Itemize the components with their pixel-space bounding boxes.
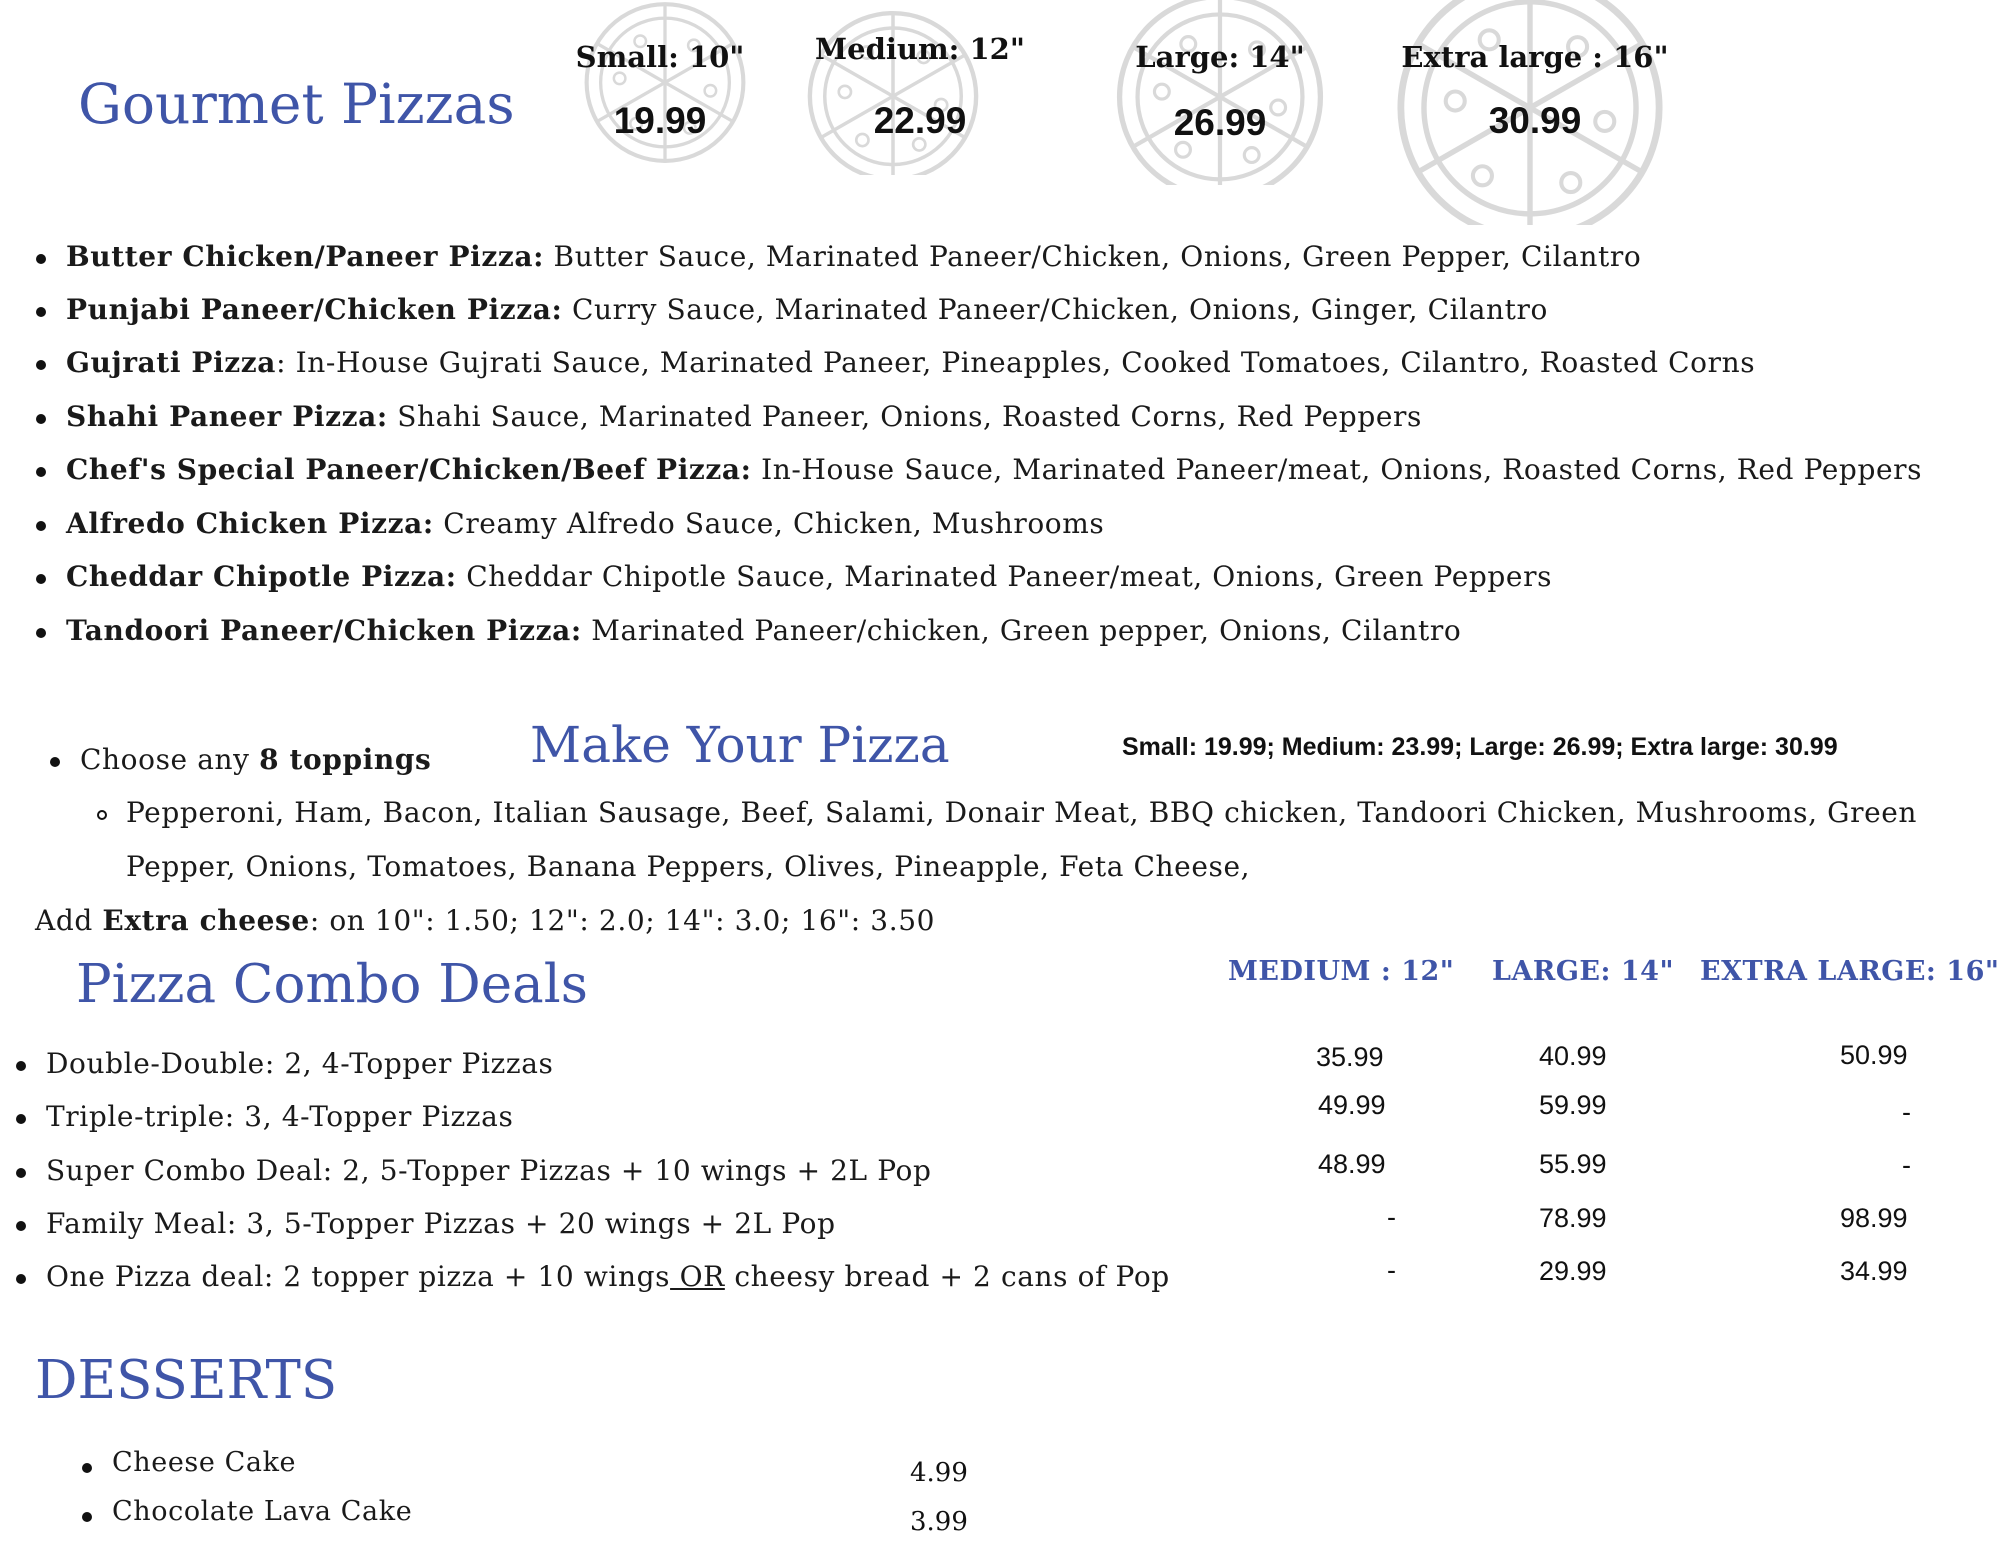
pizza-desc: Cheddar Chipotle Sauce, Marinated Paneer/meat, Onions, Green Peppers (456, 560, 1553, 593)
price-large: 29.99 (1539, 1256, 1607, 1286)
bullet (16, 1274, 26, 1284)
combo-label-rest: cheesy bread + 2 cans of Pop (724, 1260, 1170, 1293)
pizza-desc: Butter Sauce, Marinated Paneer/Chicken, Onions, Green Pepper, Cilantro (544, 240, 1642, 273)
price-large: 78.99 (1539, 1203, 1607, 1233)
bullet (82, 1512, 92, 1522)
pizza-desc: Marinated Paneer/chicken, Green pepper, Onions, Cilantro (581, 614, 1462, 647)
size-price-extra-large: 30.99 (1488, 100, 1582, 141)
bullet (50, 757, 60, 767)
pizza-desc: : In-House Gujrati Sauce, Marinated Paneer, Pineapples, Cooked Tomatoes, Cilantro, Roasted Corns (276, 346, 1756, 379)
pizza-name: Alfredo Chicken Pizza: (66, 507, 434, 540)
price-medium: 49.99 (1318, 1090, 1386, 1120)
combo-label: Triple-triple: 3, 4-Topper Pizzas (46, 1100, 514, 1133)
bullet (36, 467, 46, 477)
circle-bullet (97, 810, 107, 820)
size-label-large: Large: 14" (1135, 40, 1305, 74)
price-extra-large: 34.99 (1840, 1256, 1908, 1286)
size-label-medium: Medium: 12" (815, 32, 1025, 66)
toppings-list-continued: Pepper, Onions, Tomatoes, Banana Peppers, Olives, Pineapple, Feta Cheese, (126, 850, 1251, 883)
combo-label-main: One Pizza deal: 2 topper pizza + 10 wings (46, 1260, 671, 1293)
pizza-name: Cheddar Chipotle Pizza: (66, 560, 457, 593)
price-extra-large: - (1902, 1097, 1911, 1127)
choose-toppings (80, 743, 431, 776)
combo-label: Super Combo Deal: 2, 5-Topper Pizzas + 10 wings + 2L Pop (46, 1154, 932, 1187)
pizza-name: Butter Chicken/Paneer Pizza: (66, 240, 545, 273)
price-extra-large: - (1902, 1150, 1911, 1180)
bullet (82, 1463, 92, 1473)
pizza-desc: In-House Sauce, Marinated Paneer/meat, Onions, Roasted Corns, Red Peppers (751, 453, 1923, 486)
price-extra-large: 98.99 (1840, 1203, 1908, 1233)
combo-label (46, 1260, 1170, 1293)
price-medium: - (1387, 1202, 1396, 1232)
bullet (16, 1221, 26, 1231)
price-extra-large: 50.99 (1840, 1040, 1908, 1070)
combo-label: Family Meal: 3, 5-Topper Pizzas + 20 wings + 2L Pop (46, 1207, 836, 1240)
price-large: 59.99 (1539, 1090, 1607, 1120)
bullet (36, 521, 46, 531)
pizza-name: Tandoori Paneer/Chicken Pizza: (66, 614, 582, 647)
gourmet-title: Gourmet Pizzas (78, 72, 515, 136)
pizza-icon (793, 0, 993, 175)
price-medium: - (1387, 1255, 1396, 1285)
pizza-desc: Curry Sauce, Marinated Paneer/Chicken, Onions, Ginger, Cilantro (562, 293, 1548, 326)
price-large: 40.99 (1539, 1041, 1607, 1071)
price-medium: 48.99 (1318, 1149, 1386, 1179)
combo-label-or: OR (670, 1260, 725, 1293)
price-large: 55.99 (1539, 1149, 1607, 1179)
pizza-name: Chef's Special Paneer/Chicken/Beef Pizza: (66, 453, 752, 486)
bullet (36, 628, 46, 638)
dessert-price: 3.99 (910, 1507, 968, 1537)
combo-title: Pizza Combo Deals (76, 954, 588, 1015)
dessert-name: Cheese Cake (112, 1447, 297, 1478)
size-price-medium: 22.99 (873, 100, 967, 141)
extra-cheese (35, 904, 935, 937)
size-label-small: Small: 10" (575, 40, 745, 74)
pizza-desc: Creamy Alfredo Sauce, Chicken, Mushrooms (433, 507, 1105, 540)
dessert-price: 4.99 (910, 1458, 968, 1488)
make-your-pizza-title: Make Your Pizza (530, 716, 950, 774)
bullet (16, 1061, 26, 1071)
pizza-name: Shahi Paneer Pizza: (66, 400, 388, 433)
extra-cheese-prices: : on 10": 1.50; 12": 2.0; 14": 3.0; 16": 3.50 (309, 904, 936, 937)
column-extra-large: EXTRA LARGE: 16" (1700, 956, 2000, 987)
bullet (36, 360, 46, 370)
desserts-title: DESSERTS (35, 1350, 338, 1411)
size-price-small: 19.99 (613, 100, 707, 141)
extra-prefix: Add (35, 904, 103, 937)
pizza-desc: Shahi Sauce, Marinated Paneer, Onions, Roasted Corns, Red Peppers (387, 400, 1422, 433)
bullet (36, 574, 46, 584)
bullet (16, 1114, 26, 1124)
choose-count: 8 toppings (259, 743, 432, 776)
column-large: LARGE: 14" (1492, 956, 1675, 987)
column-medium: MEDIUM : 12" (1228, 956, 1455, 987)
price-medium: 35.99 (1316, 1042, 1384, 1072)
bullet (36, 414, 46, 424)
combo-label: Double-Double: 2, 4-Topper Pizzas (46, 1047, 554, 1080)
toppings-list: Pepperoni, Ham, Bacon, Italian Sausage, Beef, Salami, Donair Meat, BBQ chicken, Tandoori Chicken, Mushrooms, Green (126, 796, 1918, 829)
choose-prefix: Choose any (80, 743, 260, 776)
size-price-large: 26.99 (1173, 102, 1267, 143)
bullet (16, 1168, 26, 1178)
make-your-pizza-prices: Small: 19.99; Medium: 23.99; Large: 26.99; Extra large: 30.99 (1122, 733, 1838, 761)
bullet (36, 254, 46, 264)
pizza-name: Punjabi Paneer/Chicken Pizza: (66, 293, 563, 326)
dessert-name: Chocolate Lava Cake (112, 1496, 413, 1527)
size-label-extra-large: Extra large : 16" (1401, 40, 1669, 74)
pizza-icon (1100, 0, 1340, 185)
pizza-name: Gujrati Pizza (66, 346, 277, 379)
bullet (36, 307, 46, 317)
extra-cheese-label: Extra cheese (102, 904, 310, 937)
